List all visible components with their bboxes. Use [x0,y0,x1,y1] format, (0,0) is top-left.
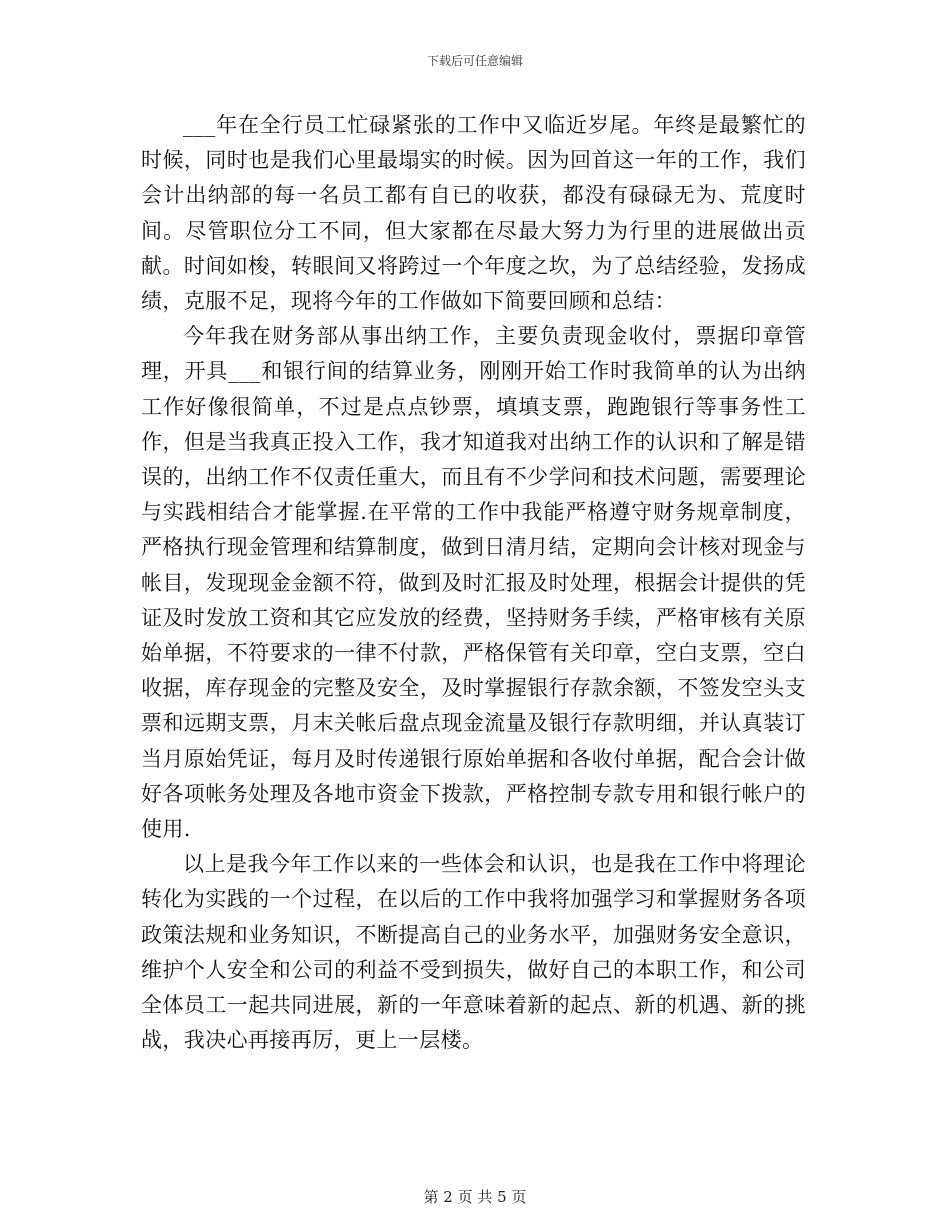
page-number-footer: 第 2 页 共 5 页 [423,1188,527,1206]
page-header: 下载后可任意编辑 [426,54,523,68]
paragraph-work-summary: 今年我在财务部从事出纳工作，主要负责现金收付，票据印章管理，开具___和银行间的结算业务，刚刚开始工作时我简单的认为出纳工作好像很简单，不过是点点钞票，填填支票，跑跑银行等事务性工作，但是当我真正投入工作，我才知道我对出纳工作的认识和了解是错误的，出纳工作不仅责任重大，而且有不少学问和技术问题，需要理论与实践相结合才能掌握.在平常的工作中我能严格遵守财务规章制度，严格执行现金管理和结算制度，做到日清月结，定期向会计核对现金与帐目，发现现金金额不符，做到及时汇报及时处理，根据会计提供的凭证及时发放工资和其它应发放的经费，坚持财务手续，严格审核有关原始单据，不符要求的一律不付款，严格保管有关印章，空白支票，空白收据，库存现金的完整及安全，及时掌握银行存款余额，不签发空头支票和远期支票，月末关帐后盘点现金流量及银行存款明细，并认真装订当月原始凭证，每月及时传递银行原始单据和各收付单据，配合会计做好各项帐务处理及各地市资金下拨款，严格控制专款专用和银行帐户的使用. [141,324,806,842]
paragraph-conclusion: 以上是我今年工作以来的一些体会和认识，也是我在工作中将理论转化为实践的一个过程，在以后的工作中我将加强学习和掌握财务各项政策法规和业务知识，不断提高自己的业务水平，加强财务安全意识，维护个人安全和公司的利益不受到损失，做好自己的本职工作，和公司全体员工一起共同进展，新的一年意味着新的起点、新的机遇、新的挑战，我决心再接再厉，更上一层楼。 [141,852,806,1053]
document-body [141,108,806,1058]
paragraph-intro: ___年在全行员工忙碌紧张的工作中又临近岁尾。年终是最繁忙的时候，同时也是我们心里最塌实的时候。因为回首这一年的工作，我们会计出纳部的每一名员工都有自已的收获，都没有碌碌无为、荒度时间。尽管职位分工不同，但大家都在尽最大努力为行里的进展做出贡献。时间如梭，转眼间又将跨过一个年度之坎，为了总结经验，发扬成绩，克服不足，现将今年的工作做如下简要回顾和总结： [141,113,806,314]
